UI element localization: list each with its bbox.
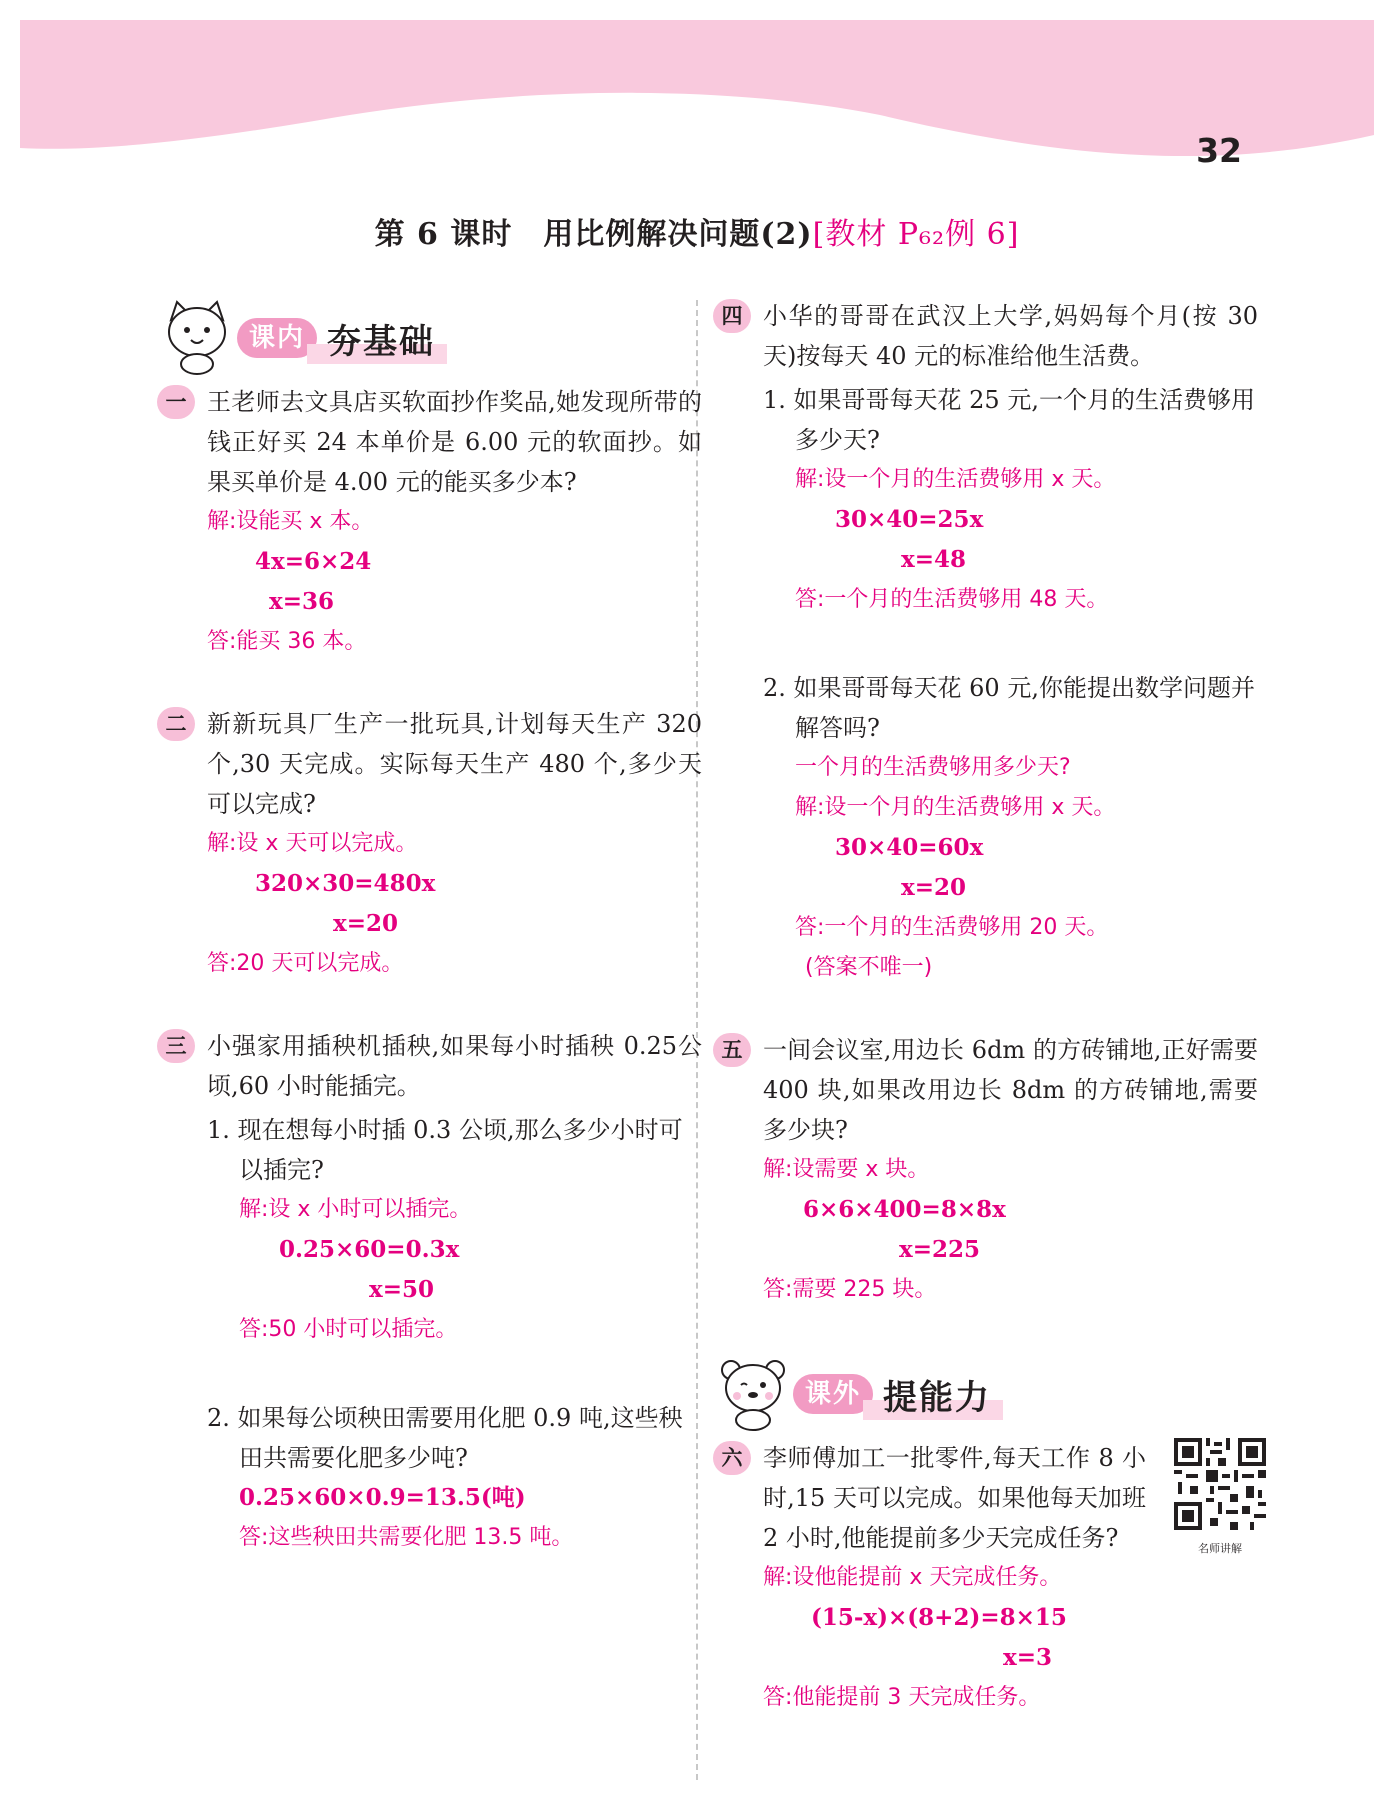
answer-equation: 30×40=60x	[835, 834, 984, 861]
answer-equation: x=20	[333, 910, 398, 937]
section-pill-ability: 课外	[793, 1374, 873, 1414]
answer-line: 解:设他能提前 x 天完成任务。	[763, 1565, 1062, 1590]
answer-equation: x=3	[1003, 1644, 1052, 1671]
answer-note: (答案不唯一)	[805, 955, 933, 980]
problem-stem: 小华的哥哥在武汉上大学,妈妈每个月(按 30 天)按每天 40 元的标准给他生活费。	[763, 302, 1258, 370]
problem-stem: 一间会议室,用边长 6dm 的方砖铺地,正好需要 400 块,如果改用边长 8dm 的方砖铺地,需要多少块?	[763, 1036, 1258, 1144]
answer-line: 解:设一个月的生活费够用 x 天。	[795, 467, 1116, 492]
answer-line: 答:能买 36 本。	[207, 629, 367, 654]
header-banner	[20, 20, 1374, 180]
answer-line: 解:设需要 x 块。	[763, 1157, 930, 1182]
answer-line: 答:他能提前 3 天完成任务。	[763, 1685, 1041, 1710]
sub-question-text: 1. 现在想每小时插 0.3 公顷,那么多少小时可以插完?	[207, 1116, 683, 1184]
answer-line: 一个月的生活费够用多少天?	[795, 755, 1071, 780]
bear-mascot-icon	[713, 1352, 793, 1432]
lesson-title-main: 第 6 课时 用比例解决问题(2)	[374, 217, 813, 252]
problem-stem: 王老师去文具店买软面抄作奖品,她发现所带的钱正好买 24 本单价是 6.00 元的软面抄。如果买单价是 4.00 元的能买多少本?	[207, 388, 702, 496]
problem-3	[157, 1026, 702, 1558]
answer-block	[207, 824, 702, 984]
answer-equation: 0.25×60=0.3x	[279, 1236, 460, 1263]
answer-equation: 320×30=480x	[255, 870, 436, 897]
answer-line: 答:需要 225 块。	[763, 1277, 937, 1302]
qr-caption: 名师讲解	[1198, 1542, 1242, 1555]
answer-block	[763, 1150, 1258, 1310]
qr-code-icon[interactable]	[1174, 1438, 1266, 1530]
answer-equation: x=50	[369, 1276, 434, 1303]
problem-6	[713, 1438, 1258, 1718]
sub-question-2	[763, 668, 1258, 988]
answer-block	[763, 460, 1258, 620]
sub-question-1	[763, 380, 1258, 620]
section-header-basic	[157, 296, 702, 376]
answer-line: 解:设一个月的生活费够用 x 天。	[795, 795, 1116, 820]
problem-number-badge: 三	[157, 1029, 195, 1063]
answer-block	[207, 1478, 702, 1558]
answer-equation: x=36	[269, 588, 334, 615]
sub-question-2	[207, 1398, 702, 1558]
sub-question-1	[207, 1110, 702, 1350]
answer-equation: x=225	[899, 1236, 980, 1263]
problem-stem: 李师傅加工一批零件,每天工作 8 小时,15 天可以完成。如果他每天加班 2 小时,他能提前多少天完成任务?	[763, 1444, 1146, 1552]
problem-4	[713, 296, 1258, 988]
problem-1	[157, 382, 702, 662]
answer-block	[763, 1558, 1258, 1718]
left-column	[157, 296, 702, 1600]
answer-equation: 6×6×400=8×8x	[803, 1196, 1006, 1223]
textbook-reference: [教材 P₆₂例 6]	[812, 217, 1020, 252]
answer-block	[763, 748, 1258, 988]
right-column	[713, 296, 1258, 1760]
answer-line: 答:一个月的生活费够用 20 天。	[795, 915, 1109, 940]
problem-stem: 小强家用插秧机插秧,如果每小时插秧 0.25公顷,60 小时能插完。	[207, 1032, 702, 1100]
section-pill-basic: 课内	[237, 318, 317, 358]
problem-number-badge: 二	[157, 707, 195, 741]
answer-equation: 4x=6×24	[255, 548, 372, 575]
section-title-ability: 提能力	[883, 1378, 991, 1418]
section-title-basic: 夯基础	[327, 322, 435, 362]
answer-line: 解:设 x 天可以完成。	[207, 831, 418, 856]
qr-code-block[interactable]	[1174, 1438, 1266, 1556]
answer-line: 答:50 小时可以插完。	[239, 1317, 458, 1342]
answer-block	[207, 1190, 702, 1350]
answer-line: 答:这些秧田共需要化肥 13.5 吨。	[239, 1525, 574, 1550]
sub-question-text: 2. 如果每公顷秧田需要用化肥 0.9 吨,这些秧田共需要化肥多少吨?	[207, 1404, 683, 1472]
problem-number-badge: 一	[157, 385, 195, 419]
cat-mascot-icon	[157, 296, 237, 376]
problem-5	[713, 1030, 1258, 1310]
answer-line: 解:设能买 x 本。	[207, 509, 374, 534]
problem-2	[157, 704, 702, 984]
answer-equation: x=48	[901, 546, 966, 573]
problem-number-badge: 四	[713, 299, 751, 333]
problem-number-badge: 六	[713, 1441, 751, 1475]
problem-stem: 新新玩具厂生产一批玩具,计划每天生产 320 个,30 天完成。实际每天生产 480 个,多少天可以完成?	[207, 710, 702, 818]
sub-question-text: 2. 如果哥哥每天花 60 元,你能提出数学问题并解答吗?	[763, 674, 1255, 742]
sub-question-text: 1. 如果哥哥每天花 25 元,一个月的生活费够用多少天?	[763, 386, 1255, 454]
answer-line: 答:20 天可以完成。	[207, 951, 404, 976]
lesson-title	[0, 209, 1394, 253]
section-header-ability	[713, 1352, 1258, 1432]
problem-number-badge: 五	[713, 1033, 751, 1067]
answer-line: 解:设 x 小时可以插完。	[239, 1197, 472, 1222]
page-number: 32	[1196, 131, 1242, 170]
answer-block	[207, 502, 702, 662]
answer-line: 答:一个月的生活费够用 48 天。	[795, 587, 1109, 612]
answer-equation: 30×40=25x	[835, 506, 984, 533]
answer-equation: 0.25×60×0.9=13.5(吨)	[239, 1484, 526, 1511]
answer-equation: x=20	[901, 874, 966, 901]
answer-equation: (15-x)×(8+2)=8×15	[811, 1604, 1067, 1631]
